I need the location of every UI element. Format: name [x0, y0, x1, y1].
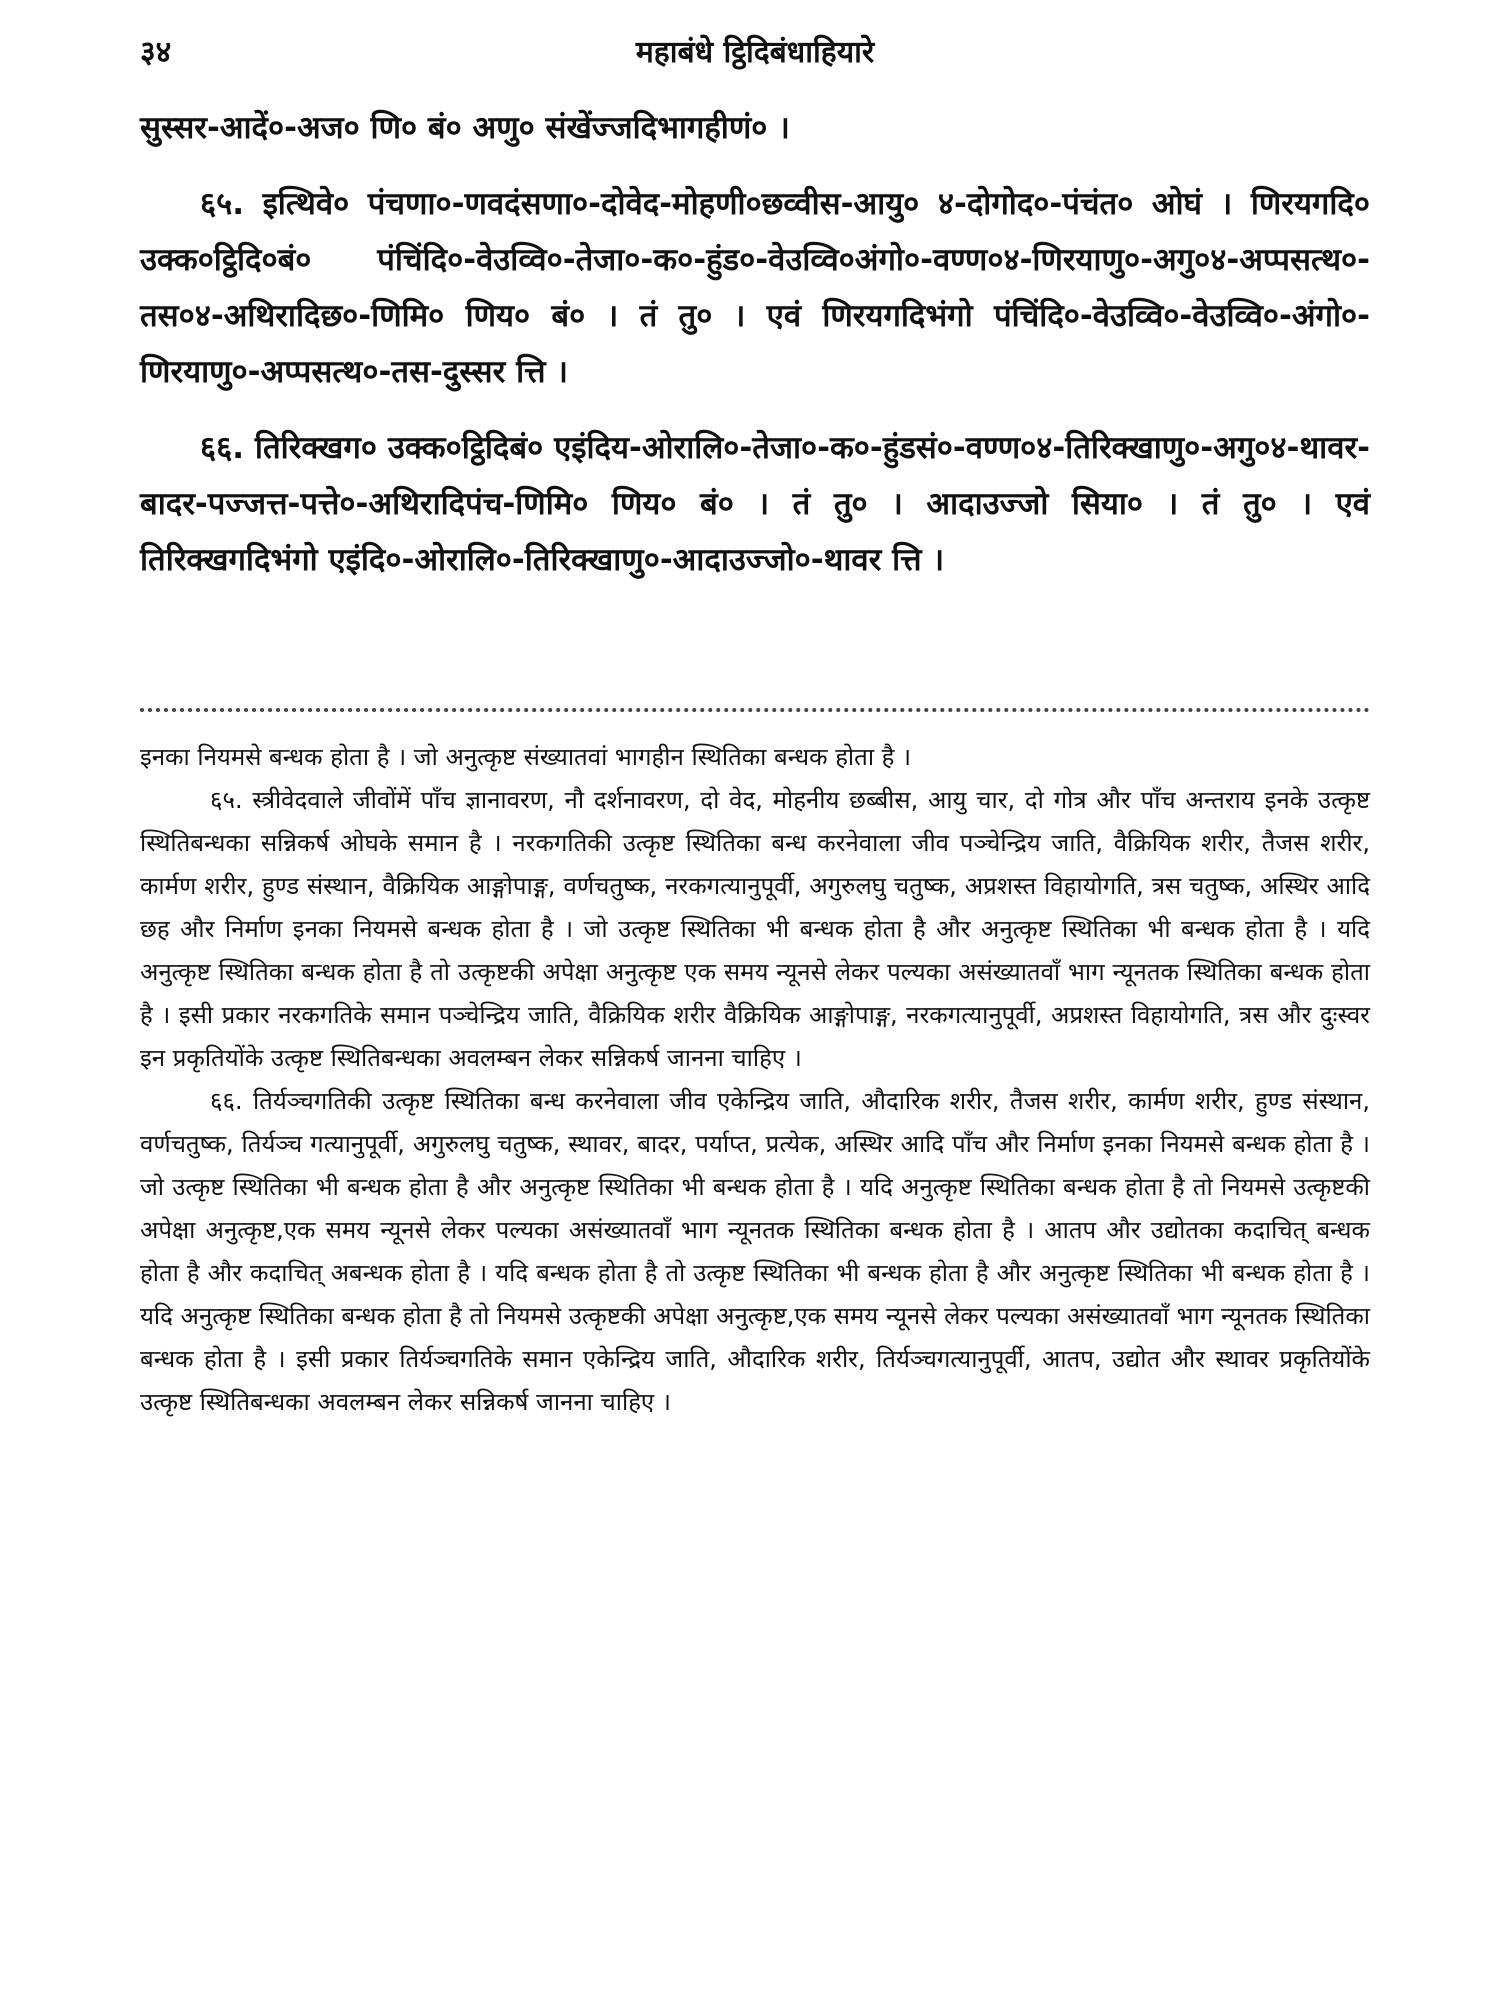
- prakrit-paragraph-65: ६५. इत्थिवे० पंचणा०-णवदंसणा०-दोवेद-मोहणी०छव्वीस-आयु० ४-दोगोद०-पंचंत० ओघं । णिरयगदि० उक्क०ट्ठिदि०बं० पंचिंदि०-वेउव्वि०-तेजा०-क०-हुंड०-वेउव्वि०अंगो०-वण्ण०४-णिरयाणु०-अगु०४-अप्पसत्थ०-तस०४-अथिरादिछ०-णिमि० णिय० बं० । तं तु० । एवं णिरयगदिभंगो पंचिंदि०-वेउव्वि०-वेउव्वि०-अंगो०-णिरयाणु०-अप्पसत्थ०-तस-दुस्सर त्ति ।: [140, 186, 1370, 390]
- hindi-paragraph-66: ६६. तिर्यञ्चगतिकी उत्कृष्ट स्थितिका बन्ध करनेवाला जीव एकेन्द्रिय जाति, औदारिक शरीर, तैजस शरीर, कार्मण शरीर, हुण्ड संस्थान, वर्णचतुष्क, तिर्यञ्च गत्यानुपूर्वी, अगुरुलघु चतुष्क, स्थावर, बादर, पर्याप्त, प्रत्येक, अस्थिर आदि पाँच और निर्माण इनका नियमसे बन्धक होता है । जो उत्कृष्ट स्थितिका भी बन्धक होता है और अनुत्कृष्ट स्थितिका भी बन्धक होता है । यदि अनुत्कृष्ट स्थितिका बन्धक होता है तो नियमसे उत्कृष्टकी अपेक्षा अनुत्कृष्ट,एक समय न्यूनसे लेकर पल्यका असंख्यातवाँ भाग न्यूनतक स्थितिका बन्धक होता है । आतप और उद्योतका कदाचित् बन्धक होता है और कदाचित् अबन्धक होता है । यदि बन्धक होता है तो उत्कृष्ट स्थितिका भी बन्धक होता है और अनुत्कृष्ट स्थितिका भी बन्धक होता है । यदि अनुत्कृष्ट स्थितिका बन्धक होता है तो नियमसे उत्कृष्टकी अपेक्षा अनुत्कृष्ट,एक समय न्यूनसे लेकर पल्यका असंख्यातवाँ भाग न्यूनतक स्थितिका बन्धक होता है । इसी प्रकार तिर्यञ्चगतिके समान एकेन्द्रिय जाति, औदारिक शरीर, तिर्यञ्चगत्यानुपूर्वी, आतप, उद्योत और स्थावर प्रकृतियोंके उत्कृष्ट स्थितिबन्धका अवलम्बन लेकर सन्निकर्ष जानना चाहिए ।: [140, 1087, 1370, 1416]
- prakrit-text-block: [140, 100, 1370, 608]
- running-title: महाबंधे ट्ठिदिबंधाहियारे: [635, 35, 875, 70]
- hindi-translation-block: [140, 736, 1370, 1424]
- page-header: [140, 30, 1370, 78]
- prakrit-paragraph-continued: सुस्सर-आदें०-अज० णि० बं० अणु० संखेंज्जदिभागहीणं० ।: [140, 110, 790, 146]
- hindi-paragraph-65: ६५. स्त्रीवेदवाले जीवोंमें पाँच ज्ञानावरण, नौ दर्शनावरण, दो वेद, मोहनीय छब्बीस, आयु चार, दो गोत्र और पाँच अन्तराय इनके उत्कृष्ट स्थितिबन्धका सन्निकर्ष ओघके समान है । नरकगतिकी उत्कृष्ट स्थितिका बन्ध करनेवाला जीव पञ्चेन्द्रिय जाति, वैक्रियिक शरीर, तैजस शरीर, कार्मण शरीर, हुण्ड संस्थान, वैक्रियिक आङ्गोपाङ्ग, वर्णचतुष्क, नरकगत्यानुपूर्वी, अगुरुलघु चतुष्क, अप्रशस्त विहायोगति, त्रस चतुष्क, अस्थिर आदि छह और निर्माण इनका नियमसे बन्धक होता है । जो उत्कृष्ट स्थितिका भी बन्धक होता है और अनुत्कृष्ट स्थितिका भी बन्धक होता है । यदि अनुत्कृष्ट स्थितिका बन्धक होता है तो उत्कृष्टकी अपेक्षा अनुत्कृष्ट एक समय न्यूनसे लेकर पल्यका असंख्यातवाँ भाग न्यूनतक स्थितिका बन्धक होता है । इसी प्रकार नरकगतिके समान पञ्चेन्द्रिय जाति, वैक्रियिक शरीर वैक्रियिक आङ्गोपाङ्ग, नरकगत्यानुपूर्वी, अप्रशस्त विहायोगति, त्रस और दुःस्वर इन प्रकृतियोंके उत्कृष्ट स्थितिबन्धका अवलम्बन लेकर सन्निकर्ष जानना चाहिए ।: [140, 786, 1370, 1072]
- section-divider: [140, 708, 1370, 712]
- prakrit-paragraph-66: ६६. तिरिक्खग० उक्क०ट्ठिदिबं० एइंदिय-ओरालि०-तेजा०-क०-हुंडसं०-वण्ण०४-तिरिक्खाणु०-अगु०४-थावर-बादर-पज्जत्त-पत्ते०-अथिरादिपंच-णिमि० णिय० बं० । तं तु० । आदाउज्जो सिया० । तं तु० । एवं तिरिक्खगदिभंगो एइंदि०-ओरालि०-तिरिक्खाणु०-आदाउज्जो०-थावर त्ति ।: [140, 430, 1370, 578]
- page-number: ३४: [140, 35, 172, 70]
- hindi-paragraph-continued: इनका नियमसे बन्धक होता है । जो अनुत्कृष्ट संख्यातवां भागहीन स्थितिका बन्धक होता है ।: [140, 743, 912, 771]
